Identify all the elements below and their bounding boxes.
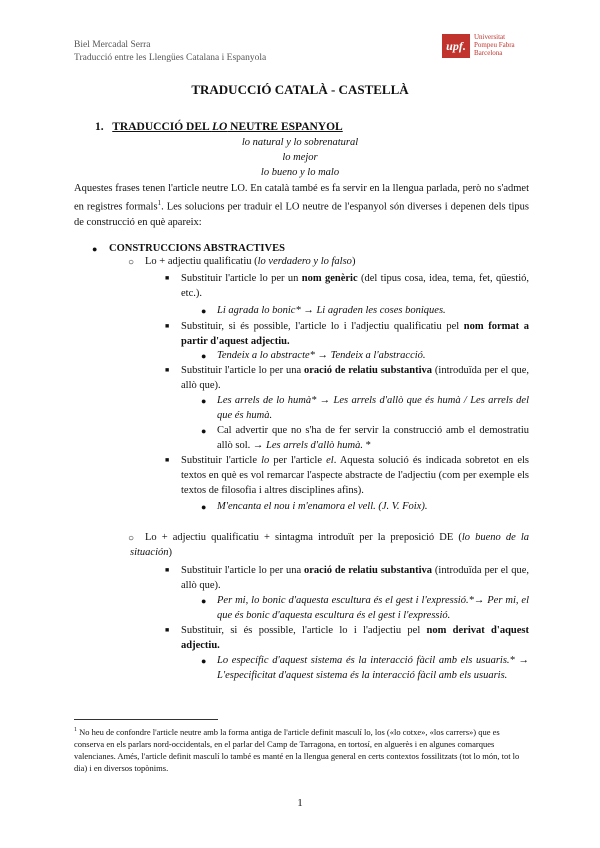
logo-line-2: Pompeu Fabra bbox=[474, 41, 515, 49]
bullet-icon: ● bbox=[201, 502, 207, 512]
example-3b: Cal advertir que no s'ha de fer servir la construcció amb el demostratiu allò sol. → Les arrels d'allò humà. * bbox=[217, 425, 529, 451]
rule-3: Substituir l'article lo per una oració de relatiu substantiva (introduïda per el que, allò que). bbox=[181, 365, 529, 391]
intro-paragraph: Aquestes frases tenen l'article neutre LO. En català també es fa servir en la llengua parlada, però no s'admet en registres formals$^1$. Les solucions per traduir el LO neutre de l'espanyol són diverses i depenen dels tipus de construcció en què apareix: bbox=[74, 183, 529, 228]
example-2: Tendeix a lo abstracte* → Tendeix a l'abstracció. bbox=[217, 350, 426, 361]
example-6: Lo específic d'aquest sistema és la interacció fàcil amb els usuaris.* → L'especificitat d'aquest sistema és la interacció fàcil amb els usuaris. bbox=[217, 655, 529, 681]
header-author: Biel Mercadal Serra bbox=[74, 40, 151, 50]
section-number: 1. bbox=[95, 121, 104, 133]
logo-line-3: Barcelona bbox=[474, 49, 503, 57]
bullet-icon: ● bbox=[201, 596, 207, 606]
example-4: M'encanta el nou i m'enamora el vell. (J. V. Foix). bbox=[217, 501, 428, 512]
square-bullet-icon: ■ bbox=[165, 456, 170, 464]
bullet-icon: ● bbox=[201, 656, 207, 666]
footnote: $^1$ No heu de confondre l'article neutre amb la forma antiga de l'article definit masculí lo, los («lo cotxe», «los carrers») que es conserva en els parlars nord-occidentals, en el parlar del Camp de Tarragona, en tortosí, en alguerès i en algunes comarques valencianes. Amés, l'article definit masculí lo també es manté en la llengua general en certs contextos fossilitzats (tot lo món, tot lo dia) i en diversos topònims. bbox=[74, 726, 520, 773]
square-bullet-icon: ■ bbox=[165, 274, 170, 282]
square-bullet-icon: ■ bbox=[165, 366, 170, 374]
construction-1: Lo + adjectiu qualificatiu (lo verdadero y lo falso) bbox=[145, 256, 356, 267]
bullet-icon: ● bbox=[201, 306, 207, 316]
rule-4: Substituir l'article lo per l'article el. Aquesta solució és indicada sobretot en els textos en què es vol remarcar l'aspecte abstracte de l'adjectiu (com per exemple els textos de filosofia i altres disciplines afins). bbox=[181, 455, 530, 496]
page-number: 1 bbox=[297, 797, 303, 809]
construction-2: Lo + adjectiu qualificatiu + sintagma introduït per la preposició DE (lo bueno de la situación) bbox=[130, 532, 529, 558]
example-3a: Les arrels de lo humà* → Les arrels d'allò que és humà / Les arrels del que és humà. bbox=[217, 395, 529, 421]
bullet-icon: ● bbox=[201, 426, 207, 436]
square-bullet-icon: ■ bbox=[165, 322, 170, 330]
example-line: lo bueno y lo malo bbox=[260, 167, 340, 178]
logo-line-1: Universitat bbox=[474, 33, 506, 41]
square-bullet-icon: ■ bbox=[165, 626, 170, 634]
bullet-icon: ● bbox=[201, 396, 207, 406]
header-course: Traducció entre les Llengües Catalana i Espanyola bbox=[74, 53, 267, 63]
footnote-separator bbox=[74, 719, 218, 720]
rule-6: Substituir, si és possible, l'article lo i l'adjectiu pel nom derivat d'aquest adjectiu. bbox=[181, 625, 529, 651]
example-5: Per mi, lo bonic d'aquesta escultura és el gest i l'expressió.*→ Per mi, el que és bonic d'aquesta escultura és el gest i l'expressió. bbox=[217, 595, 529, 621]
rule-2: Substituir, si és possible, l'article lo i l'adjectiu qualificatiu pel nom format a partir d'aquest adjectiu. bbox=[181, 321, 529, 347]
example-line: lo natural y lo sobrenatural bbox=[241, 137, 359, 148]
page-title: TRADUCCIÓ CATALÀ - CASTELLÀ bbox=[191, 82, 409, 97]
logo-mark: upf. bbox=[442, 34, 470, 58]
circle-bullet-icon: ○ bbox=[128, 257, 135, 268]
rule-5: Substituir l'article lo per una oració de relatiu substantiva (introduïda per el que, allò que). bbox=[181, 565, 529, 591]
bullet-icon: ● bbox=[201, 351, 207, 361]
upf-logo bbox=[442, 32, 532, 62]
square-bullet-icon: ■ bbox=[165, 566, 170, 574]
footnote-ref: 1 bbox=[157, 199, 162, 207]
example-line: lo mejor bbox=[282, 152, 318, 163]
section-heading-1 bbox=[95, 121, 343, 133]
circle-bullet-icon: ○ bbox=[128, 533, 135, 544]
example-1: Li agrada lo bonic* → Li agraden les coses boniques. bbox=[217, 305, 446, 316]
rule-1: Substituir l'article lo per un nom genèric (del tipus cosa, idea, tema, fet, qüestió, etc.). bbox=[181, 273, 529, 299]
section-title: TRADUCCIÓ DEL LO NEUTRE ESPANYOL bbox=[112, 121, 343, 133]
bullet-icon: ● bbox=[92, 244, 98, 254]
subsection-abstractives: CONSTRUCCIONS ABSTRACTIVES bbox=[109, 243, 285, 254]
footnote-number: 1 bbox=[74, 727, 77, 733]
